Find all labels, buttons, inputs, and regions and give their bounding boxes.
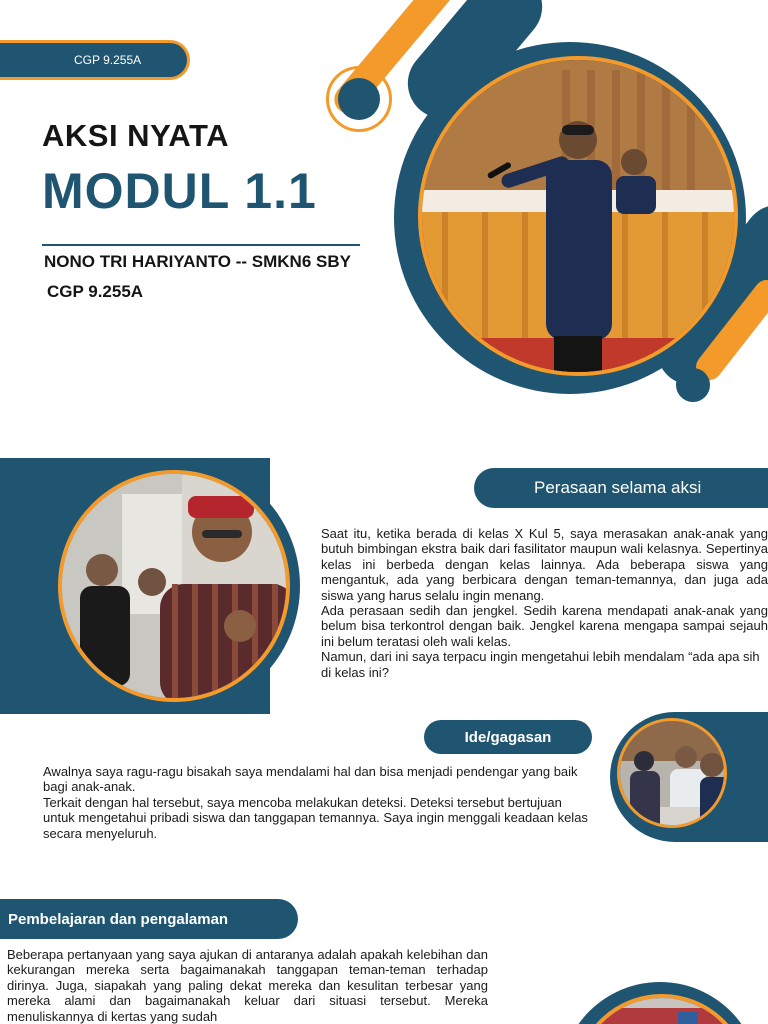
- learning-paragraph: Beberapa pertanyaan yang saya ajukan di antaranya adalah apakah kelebihan dan kekurangan mereka serta bagaimanakah tanggapan teman-teman terhadap dirinya. Juga, siapakah yang paling dekat mereka dan kesulitan terbesar yang mereka alami dan bagaimanakah keluar dari situasi tersebut. Mereka menuliskannya di kertas yang sudah: [7, 947, 488, 1024]
- section-heading-idea-label: Ide/gagasan: [464, 728, 552, 746]
- learning-text: [7, 947, 488, 1024]
- main-photo: [418, 56, 738, 376]
- idea-paragraph-2: Terkait dengan hal tersebut, saya mencoba melakukan deteksi. Deteksi tersebut bertujuan untuk mengetahui pribadi siswa dan tanggapan temannya. Saya ingin menggali keadaan kelas secara menyeluruh.: [43, 794, 588, 841]
- idea-paragraph-1: Awalnya saya ragu-ragu bisakah saya mendalami hal dan bisa menjadi pendengar yang baik bagi anak-anak.: [43, 764, 578, 795]
- title-divider: [42, 244, 360, 246]
- page-subtitle: AKSI NYATA: [42, 118, 230, 153]
- feelings-paragraph-1: Saat itu, ketika berada di kelas X Kul 5, saya merasakan anak-anak yang butuh bimbingan ekstra baik dari fasilitator maupun wali kelasnya. Sepertinya kelas ini berbeda dengan kelas lainnya. Ada beberapa siswa yang mengantuk, ada yang berbicara dengan teman-temannya, dan juga ada siswa yang harus selalu ingin menang.: [321, 526, 768, 603]
- feelings-text: [321, 526, 768, 680]
- idea-photo: [617, 718, 727, 828]
- page-title: MODUL 1.1: [42, 163, 317, 219]
- section-heading-feelings: [474, 468, 768, 508]
- portrait-photo: [58, 470, 290, 702]
- feelings-paragraph-2: Ada perasaan sedih dan jengkel. Sedih karena mendapati anak-anak yang belum bisa terkontrol dengan baik. Jengkel karena mengapa sampai sejauh ini belum teratasi oleh wali kelas.: [321, 603, 768, 649]
- cgp-pill-label: CGP 9.255A: [74, 53, 142, 67]
- cgp-pill: [0, 40, 190, 80]
- decor-dot-right: [676, 368, 710, 402]
- decor-dot-left: [338, 78, 380, 120]
- author-line: NONO TRI HARIYANTO -- SMKN6 SBY: [44, 252, 351, 271]
- cgp-line: CGP 9.255A: [47, 282, 144, 301]
- idea-text: [43, 764, 593, 841]
- section-heading-learning: [0, 899, 298, 939]
- section-heading-learning-label: Pembelajaran dan pengalaman: [8, 910, 229, 928]
- feelings-paragraph-3: Namun, dari ini saya terpacu ingin mengetahui lebih mendalam “ada apa sih di kelas ini?: [321, 649, 760, 680]
- section-heading-feelings-label: Perasaan selama aksi: [534, 478, 702, 497]
- section-heading-idea: [424, 720, 592, 754]
